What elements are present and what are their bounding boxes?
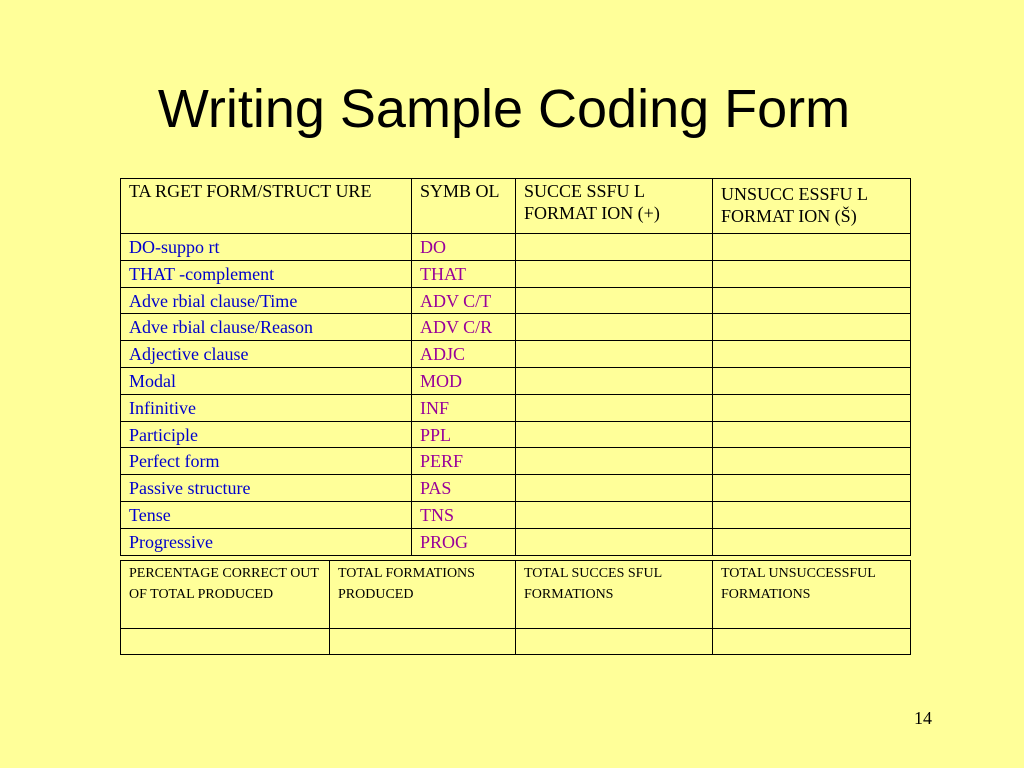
- page-number: 14: [914, 708, 932, 728]
- symbol-cell: TNS: [412, 501, 516, 528]
- symbol-cell: DO: [412, 234, 516, 261]
- symbol-cell: PPL: [412, 421, 516, 448]
- target-form-cell: DO-suppo rt: [121, 234, 412, 261]
- table-row: [121, 341, 911, 368]
- header-percentage-correct: PERCENTAGE CORRECT OUT OF TOTAL PRODUCED: [121, 561, 330, 629]
- unsuccessful-formation-cell[interactable]: [713, 475, 911, 502]
- table-row: [121, 448, 911, 475]
- summary-values-row: [121, 629, 911, 655]
- slide-title: Writing Sample Coding Form: [157, 79, 851, 139]
- coding-form-table: [120, 178, 911, 556]
- target-form-cell: Adve rbial clause/Time: [121, 287, 412, 314]
- unsuccessful-formation-cell[interactable]: [713, 448, 911, 475]
- header-symbol: SYMB OL: [412, 179, 516, 234]
- target-form-cell: THAT -complement: [121, 260, 412, 287]
- table-row: [121, 501, 911, 528]
- successful-formation-cell[interactable]: [516, 394, 713, 421]
- target-form-cell: Adjective clause: [121, 341, 412, 368]
- table-row: [121, 475, 911, 502]
- table-row: [121, 394, 911, 421]
- unsuccessful-formation-cell[interactable]: [713, 314, 911, 341]
- unsuccessful-formation-cell[interactable]: [713, 341, 911, 368]
- successful-formation-cell[interactable]: [516, 501, 713, 528]
- header-total-formations-produced: TOTAL FORMATIONS PRODUCED: [330, 561, 516, 629]
- target-form-cell: Tense: [121, 501, 412, 528]
- summary-table: [120, 560, 911, 655]
- table-row: [121, 528, 911, 555]
- target-form-cell: Infinitive: [121, 394, 412, 421]
- successful-formation-cell[interactable]: [516, 341, 713, 368]
- unsuccessful-formation-cell[interactable]: [713, 394, 911, 421]
- symbol-cell: ADV C/T: [412, 287, 516, 314]
- table-row: [121, 421, 911, 448]
- target-form-cell: Progressive: [121, 528, 412, 555]
- header-unsuccessful-formation: UNSUCC ESSFU L FORMAT ION (Š): [713, 179, 911, 234]
- symbol-cell: PROG: [412, 528, 516, 555]
- symbol-cell: ADJC: [412, 341, 516, 368]
- successful-formation-cell[interactable]: [516, 367, 713, 394]
- table-row: [121, 367, 911, 394]
- target-form-cell: Modal: [121, 367, 412, 394]
- target-form-cell: Passive structure: [121, 475, 412, 502]
- unsuccessful-formation-cell[interactable]: [713, 234, 911, 261]
- successful-formation-cell[interactable]: [516, 287, 713, 314]
- symbol-cell: PAS: [412, 475, 516, 502]
- unsuccessful-formation-cell[interactable]: [713, 260, 911, 287]
- header-total-unsuccessful-formations: TOTAL UNSUCCESSFUL FORMATIONS: [713, 561, 911, 629]
- table-row: [121, 287, 911, 314]
- unsuccessful-formation-cell[interactable]: [713, 287, 911, 314]
- table-row: [121, 314, 911, 341]
- successful-formation-cell[interactable]: [516, 528, 713, 555]
- unsuccessful-formation-cell[interactable]: [713, 501, 911, 528]
- unsuccessful-formation-cell[interactable]: [713, 367, 911, 394]
- table-row: [121, 234, 911, 261]
- total-formations-produced-cell[interactable]: [330, 629, 516, 655]
- table-row: [121, 260, 911, 287]
- percentage-correct-cell[interactable]: [121, 629, 330, 655]
- target-form-cell: Perfect form: [121, 448, 412, 475]
- symbol-cell: THAT: [412, 260, 516, 287]
- successful-formation-cell[interactable]: [516, 314, 713, 341]
- successful-formation-cell[interactable]: [516, 260, 713, 287]
- symbol-cell: MOD: [412, 367, 516, 394]
- summary-table-header-row: [121, 561, 911, 629]
- unsuccessful-formation-cell[interactable]: [713, 528, 911, 555]
- successful-formation-cell[interactable]: [516, 421, 713, 448]
- symbol-cell: ADV C/R: [412, 314, 516, 341]
- coding-table-header-row: [121, 179, 911, 234]
- target-form-cell: Adve rbial clause/Reason: [121, 314, 412, 341]
- target-form-cell: Participle: [121, 421, 412, 448]
- coding-table-body: [121, 234, 911, 556]
- header-target-form-structure: TA RGET FORM/STRUCT URE: [121, 179, 412, 234]
- successful-formation-cell[interactable]: [516, 475, 713, 502]
- successful-formation-cell[interactable]: [516, 234, 713, 261]
- successful-formation-cell[interactable]: [516, 448, 713, 475]
- unsuccessful-formation-cell[interactable]: [713, 421, 911, 448]
- symbol-cell: PERF: [412, 448, 516, 475]
- total-successful-formations-cell[interactable]: [516, 629, 713, 655]
- total-unsuccessful-formations-cell[interactable]: [713, 629, 911, 655]
- symbol-cell: INF: [412, 394, 516, 421]
- header-total-successful-formations: TOTAL SUCCES SFUL FORMATIONS: [516, 561, 713, 629]
- header-successful-formation: SUCCE SSFU L FORMAT ION (+): [516, 179, 713, 234]
